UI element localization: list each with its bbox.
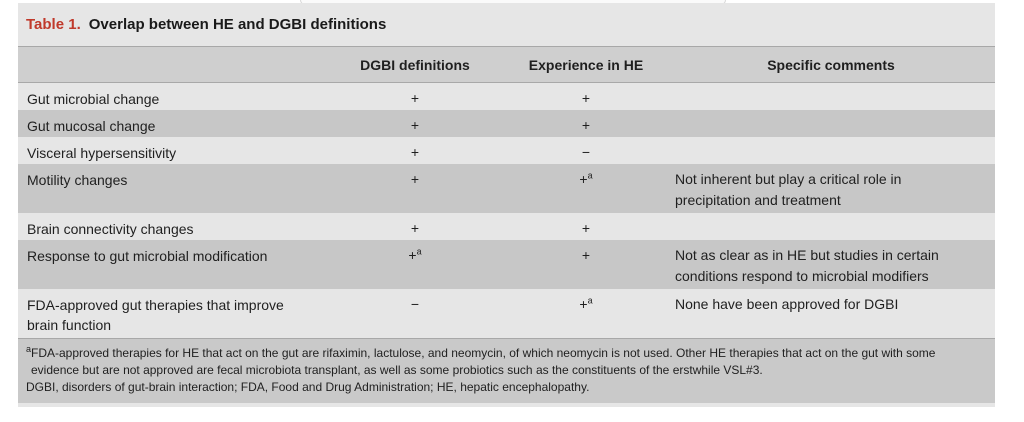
dgbi-cell: +: [410, 219, 420, 236]
table-row: [18, 83, 995, 110]
table-panel: [18, 3, 995, 407]
dgbi-cell: +: [410, 143, 420, 160]
footnote-a-continued: evidence but are not approved are fecal microbiota transplant, as well as some probiotics such as the constituents of the erstwhile VSL#3.: [31, 362, 763, 377]
dgbi-cell: +: [410, 90, 420, 106]
table-row: [18, 137, 995, 164]
footnote-marker: a: [587, 169, 593, 180]
table-row: [18, 110, 995, 137]
he-cell: +: [581, 246, 591, 263]
table-footnotes: [18, 338, 995, 403]
table-title: Overlap between HE and DGBI definitions: [88, 16, 387, 33]
comment-cell: None have been approved for DGBI: [675, 295, 899, 312]
table-caption: [18, 3, 995, 46]
row-label: Visceral hypersensitivity: [27, 144, 177, 161]
footnote-marker: a: [416, 245, 422, 256]
comment-cell: [667, 213, 995, 240]
dgbi-cell: +: [410, 116, 420, 133]
comment-cell: [667, 110, 995, 137]
row-label: Brain connectivity changes: [27, 220, 194, 237]
overlap-table: [18, 46, 995, 338]
row-label: Gut microbial change: [27, 91, 160, 107]
footnote-marker: a: [587, 294, 593, 305]
he-cell: +$^a$: [579, 294, 593, 312]
header-dgbi-definitions: DGBI definitions: [360, 56, 470, 73]
he-cell: −: [581, 143, 591, 160]
he-cell: +: [581, 116, 591, 133]
table-row: [18, 213, 995, 240]
comment-cell: Not as clear as in HE but studies in certain conditions respond to microbial modifiers: [675, 246, 939, 284]
header-criterion: [18, 47, 325, 83]
row-label: Response to gut microbial modification: [27, 247, 268, 264]
table-row: [18, 289, 995, 338]
comment-cell: [667, 137, 995, 164]
row-label: Motility changes: [27, 171, 128, 188]
dgbi-cell: +$^a$: [408, 245, 422, 263]
comment-cell: Not inherent but play a critical role in precipitation and treatment: [675, 170, 902, 208]
dgbi-cell: −: [410, 295, 420, 312]
row-label: Gut mucosal change: [27, 117, 156, 134]
table-label: Table 1.: [26, 16, 81, 33]
row-label: FDA-approved gut therapies that improve brain function: [27, 296, 284, 333]
he-cell: +: [581, 90, 591, 106]
table-header-row: [18, 47, 995, 83]
header-specific-comments: Specific comments: [767, 56, 895, 73]
dgbi-cell: +: [410, 170, 420, 187]
header-experience-in-he: Experience in HE: [528, 56, 644, 73]
table-row: [18, 164, 995, 213]
he-cell: +$^a$: [579, 169, 593, 187]
he-cell: +: [581, 219, 591, 236]
table-row: [18, 240, 995, 289]
footnote-a: $^a$FDA-approved therapies for HE that act on the gut are rifaximin, lactulose, and neomycin, of which neomycin is not used. Other HE therapies that act on the gut with some: [26, 343, 936, 360]
comment-cell: [667, 83, 995, 110]
abbreviations: DGBI, disorders of gut-brain interaction; FDA, Food and Drug Administration; HE, hepatic encephalopathy.: [26, 379, 590, 394]
